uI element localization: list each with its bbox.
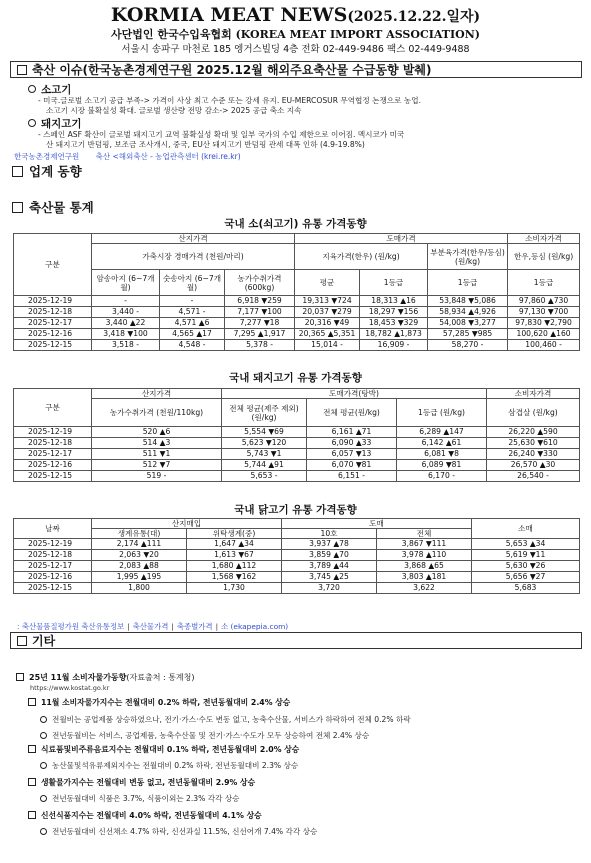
table-cell: 5,619 ▼11: [472, 550, 580, 561]
pork-text-line2: 산 돼지고기 반덤핑, 보조금 조사개시, 중국, EU산 돼지고기 반덤핑 관세 대폭 인하 (4.9-19.8%): [46, 140, 365, 149]
circle-bullet-icon: [40, 828, 47, 835]
table-cell: 100,460 -: [508, 340, 580, 351]
table-cell: -: [92, 296, 160, 307]
table-cell: 97,860 ▲730: [508, 296, 580, 307]
col-header: 소비자가격: [487, 389, 580, 399]
table-cell: 1,613 ▼67: [187, 550, 282, 561]
circle-bullet-icon: [40, 795, 47, 802]
table-cell: 6,070 ▼81: [307, 460, 397, 471]
table-cell: 5,653 -: [222, 471, 307, 482]
table-cell: 1,647 ▲34: [187, 539, 282, 550]
table-cell: 6,151 -: [307, 471, 397, 482]
table-row: [14, 329, 580, 340]
row-date-cell: 2025-12-18: [14, 550, 92, 561]
newsletter-title: KORMIA MEAT NEWS(2025.12.22.일자): [110, 4, 481, 26]
pork-price-table: [13, 388, 580, 482]
table-cell: 3,859 ▲70: [282, 550, 377, 561]
table-cell: 6,057 ▼13: [307, 449, 397, 460]
table-cell: 5,653 ▲34: [472, 539, 580, 550]
table-cell: 6,918 ▼259: [225, 296, 295, 307]
table-cell: 3,518 -: [92, 340, 160, 351]
beef-text-line1: - 미국.글로벌 소고기 공급 부족-> 가격이 사상 최고 수준 또는 강세 유지. EU-MERCOSUR 무역협정 논쟁으로 농업.: [38, 96, 421, 105]
col-header: 구분: [14, 389, 92, 427]
col-header: 산지매입: [92, 519, 282, 529]
col-header: 10호: [282, 529, 377, 539]
col-header: 전체 평균(원/kg): [307, 399, 397, 427]
table-cell: 514 ▲3: [92, 438, 222, 449]
table-row: [14, 583, 580, 594]
table-cell: 3,745 ▲25: [282, 572, 377, 583]
table-cell: 2,063 ▼20: [92, 550, 187, 561]
chicken-price-table: [13, 518, 580, 594]
cpi-item-1b: 전년동월비는 서비스, 공업제품, 농축수산물 및 전기·가스·수도가 모두 상승하여 전체 2.4% 상승: [40, 730, 369, 741]
col-header: 전체: [377, 529, 472, 539]
row-date-cell: 2025-12-18: [14, 438, 92, 449]
checkbox-square-icon: [12, 166, 23, 177]
checkbox-square-icon: [17, 636, 27, 646]
table-cell: 5,656 ▼27: [472, 572, 580, 583]
table-cell: 5,554 ▼69: [222, 427, 307, 438]
table-cell: 16,909 -: [360, 340, 428, 351]
table-cell: 19,313 ▼724: [295, 296, 360, 307]
table-cell: 519 -: [92, 471, 222, 482]
row-date-cell: 2025-12-17: [14, 318, 92, 329]
table-cell: 5,683: [472, 583, 580, 594]
table-row: [14, 471, 580, 482]
table-cell: 18,453 ▼329: [360, 318, 428, 329]
col-header: 암송아지 (6~7개월): [92, 270, 160, 296]
table-cell: 6,289 ▲147: [397, 427, 487, 438]
checkbox-square-icon: [28, 698, 36, 706]
section-etc: 기타: [10, 632, 582, 649]
section-livestock-issue: 축산 이슈(한국농촌경제연구원 2025.12월 해외주요축산물 수급동향 발췌): [10, 61, 582, 78]
circle-bullet-icon: [28, 85, 36, 93]
table-cell: 20,037 ▼279: [295, 307, 360, 318]
table-cell: 1,680 ▲112: [187, 561, 282, 572]
table-cell: 3,937 ▲78: [282, 539, 377, 550]
table-cell: 5,378 -: [225, 340, 295, 351]
table-row: [14, 307, 580, 318]
beef-price-table: [13, 233, 580, 351]
link-species-price[interactable]: 축종별가격: [176, 622, 213, 631]
row-date-cell: 2025-12-15: [14, 583, 92, 594]
table-cell: 53,848 ▼5,086: [428, 296, 508, 307]
row-date-cell: 2025-12-17: [14, 449, 92, 460]
table-row: [14, 550, 580, 561]
row-date-cell: 2025-12-19: [14, 296, 92, 307]
table-cell: 7,277 ▼18: [225, 318, 295, 329]
cpi-item-4: 신선식품지수는 전월대비 4.0% 하락, 전년동월대비 4.1% 상승: [28, 810, 262, 821]
stats-links: : 축산물품질평가원 축산유통정보 | 축산물가격 | 축종별가격 | 소 (ekapepia.com): [17, 622, 289, 631]
col-header: 농가수취가격 (600kg): [225, 270, 295, 296]
table-cell: 5,743 ▼1: [222, 449, 307, 460]
table-cell: 2,174 ▲111: [92, 539, 187, 550]
table-cell: 3,440 ▲22: [92, 318, 160, 329]
table-cell: 5,630 ▼26: [472, 561, 580, 572]
cpi-heading: 25년 11월 소비자물가동향(자료출처 : 통계청): [16, 672, 195, 683]
table-cell: 58,270 -: [428, 340, 508, 351]
table-cell: 54,008 ▼3,277: [428, 318, 508, 329]
col-header: 도매: [282, 519, 472, 529]
chicken-table-title: 국내 닭고기 유통 가격동향: [234, 504, 357, 516]
table-cell: 26,540 -: [487, 471, 580, 482]
table-cell: 3,622: [377, 583, 472, 594]
cpi-item-1: 11월 소비자물가지수는 전월대비 0.2% 하락, 전년동월대비 2.4% 상승: [28, 697, 290, 708]
table-cell: 26,570 ▲30: [487, 460, 580, 471]
table-cell: 100,620 ▲160: [508, 329, 580, 340]
table-row: [14, 340, 580, 351]
row-date-cell: 2025-12-17: [14, 561, 92, 572]
col-header: 소비자가격: [508, 234, 580, 244]
checkbox-square-icon: [28, 745, 36, 753]
association-name: 사단법인 한국수입육협회 (KOREA MEAT IMPORT ASSOCIATION): [111, 28, 480, 41]
table-cell: 7,177 ▼100: [225, 307, 295, 318]
table-cell: 3,418 ▼100: [92, 329, 160, 340]
source-org-link[interactable]: 한국농촌경제연구원: [14, 152, 80, 161]
col-header: 산지가격: [92, 389, 222, 399]
table-row: [14, 296, 580, 307]
col-header: 생계유통(대): [92, 529, 187, 539]
table-cell: 7,295 ▲1,917: [225, 329, 295, 340]
table-cell: 512 ▼7: [92, 460, 222, 471]
circle-bullet-icon: [40, 732, 47, 739]
col-header: 평균: [295, 270, 360, 296]
cpi-item-3a: 전년동월대비 식품은 3.7%, 식품이외는 2.3% 각각 상승: [40, 793, 240, 804]
checkbox-square-icon: [17, 65, 27, 75]
table-cell: 6,089 ▼81: [397, 460, 487, 471]
col-header: 지육가격(한우) (원/kg): [295, 244, 428, 270]
table-cell: 15,014 -: [295, 340, 360, 351]
pork-text-line1: - 스페인 ASF 확산이 글로벌 돼지고기 교역 불확실성 확대 및 일부 국가의 수입 제한으로 이어짐. 멕시코가 미국: [38, 130, 405, 139]
table-cell: 1,568 ▼162: [187, 572, 282, 583]
col-header: 숫송아지 (6~7개월): [160, 270, 225, 296]
col-header: 소매: [472, 519, 580, 539]
table-cell: 4,571 ▲6: [160, 318, 225, 329]
cpi-item-1a: 전월비는 공업제품 상승하였으나, 전기·가스·수도 변동 없고, 농축수산물, 서비스가 하락하여 전체 0.2% 하락: [40, 714, 411, 725]
table-cell: 20,365 ▲5,351: [295, 329, 360, 340]
row-date-cell: 2025-12-19: [14, 427, 92, 438]
circle-bullet-icon: [40, 762, 47, 769]
table-cell: 18,782 ▲1,873: [360, 329, 428, 340]
section-livestock-stats: 축산물 통계: [12, 198, 94, 216]
table-cell: 1,730: [187, 583, 282, 594]
beef-heading: 소고기: [28, 82, 71, 97]
col-header: 1등급: [428, 270, 508, 296]
col-header: 위탁생계(중): [187, 529, 282, 539]
pork-table-title: 국내 돼지고기 유통 가격동향: [229, 372, 362, 384]
table-cell: 97,830 ▼2,790: [508, 318, 580, 329]
col-header: 삼겹살 (원/kg): [487, 399, 580, 427]
table-cell: 18,297 ▼156: [360, 307, 428, 318]
row-date-cell: 2025-12-16: [14, 572, 92, 583]
table-row: [14, 561, 580, 572]
table-cell: 57,285 ▼985: [428, 329, 508, 340]
table-cell: 1,800: [92, 583, 187, 594]
table-cell: 3,789 ▲44: [282, 561, 377, 572]
table-cell: 6,170 -: [397, 471, 487, 482]
table-cell: 3,720: [282, 583, 377, 594]
checkbox-square-icon: [12, 202, 23, 213]
row-date-cell: 2025-12-19: [14, 539, 92, 550]
table-row: [14, 318, 580, 329]
table-cell: 6,090 ▲33: [307, 438, 397, 449]
source-krei-link[interactable]: 축산 <해외축산 - 농업관측센터 (krei.re.kr): [95, 152, 241, 161]
row-date-cell: 2025-12-16: [14, 460, 92, 471]
table-cell: 520 ▲6: [92, 427, 222, 438]
col-header: 구분: [14, 234, 92, 296]
section-industry-trends: 업계 동향: [12, 162, 82, 180]
link-ekape-info[interactable]: : 축산물품질평가원 축산유통정보: [17, 622, 125, 631]
row-date-cell: 2025-12-16: [14, 329, 92, 340]
table-cell: 58,934 ▲4,926: [428, 307, 508, 318]
cpi-item-3: 생활물가지수는 전월대비 변동 없고, 전년동월대비 2.9% 상승: [28, 777, 255, 788]
table-row: [14, 572, 580, 583]
table-cell: 26,240 ▼330: [487, 449, 580, 460]
table-cell: 2,083 ▲88: [92, 561, 187, 572]
table-cell: 3,440 -: [92, 307, 160, 318]
link-livestock-price[interactable]: 축산물가격: [132, 622, 169, 631]
row-date-cell: 2025-12-15: [14, 340, 92, 351]
row-date-cell: 2025-12-18: [14, 307, 92, 318]
table-row: [14, 460, 580, 471]
pork-heading: 돼지고기: [28, 116, 82, 131]
table-cell: 26,220 ▲590: [487, 427, 580, 438]
cpi-item-4a: 전년동월대비 신선채소 4.7% 하락, 신선과실 11.5%, 신선어개 7.4% 각각 상승: [40, 826, 317, 837]
circle-bullet-icon: [40, 716, 47, 723]
table-cell: -: [160, 296, 225, 307]
checkbox-square-icon: [28, 778, 36, 786]
table-cell: 18,313 ▲16: [360, 296, 428, 307]
col-header: 1등급: [508, 270, 580, 296]
cpi-item-2: 식료품및비주류음료지수는 전월대비 0.1% 하락, 전년동월대비 2.0% 상승: [28, 744, 299, 755]
beef-table-title: 국내 소(쇠고기) 유통 가격동향: [224, 218, 367, 230]
col-header: 가축시장 경매가격 (천원/마리): [92, 244, 295, 270]
table-cell: 3,868 ▲65: [377, 561, 472, 572]
col-header: 농가수취가격 (천원/110kg): [92, 399, 222, 427]
beef-text-line2: 소고기 시장 불확실성 확대. 글로벌 생산량 전망 감소-> 2025 공급 축소 지속: [46, 106, 302, 115]
source-links: [14, 151, 255, 162]
col-header: 도매가격(탕박): [222, 389, 487, 399]
checkbox-square-icon: [16, 673, 24, 681]
table-cell: 5,744 ▲91: [222, 460, 307, 471]
table-cell: 511 ▼1: [92, 449, 222, 460]
kostat-url[interactable]: https://www.kostat.go.kr: [30, 684, 110, 692]
table-cell: 4,565 ▲17: [160, 329, 225, 340]
table-cell: 3,867 ▼111: [377, 539, 472, 550]
col-header: 한우,등심 (원/kg): [508, 244, 580, 270]
table-row: [14, 539, 580, 550]
col-header: 1등급 (원/kg): [397, 399, 487, 427]
row-date-cell: 2025-12-15: [14, 471, 92, 482]
table-row: [14, 438, 580, 449]
col-header: 도매가격: [295, 234, 508, 244]
table-cell: 1,995 ▲195: [92, 572, 187, 583]
link-cattle-ekapepia[interactable]: 소 (ekapepia.com): [221, 622, 289, 631]
circle-bullet-icon: [28, 119, 36, 127]
table-cell: 97,130 ▼700: [508, 307, 580, 318]
association-address: 서울시 송파구 마천로 185 엥거스빌딩 4층 전화 02-449-9486 팩스 02-449-9488: [121, 44, 470, 55]
cpi-item-2a: 농산물및석유류제외지수는 전월대비 0.2% 하락, 전년동월대비 2.3% 상승: [40, 760, 298, 771]
col-header: 전체 평균(제주 제외) (원/kg): [222, 399, 307, 427]
table-cell: 4,571 -: [160, 307, 225, 318]
col-header: 날짜: [14, 519, 92, 539]
table-cell: 6,142 ▲61: [397, 438, 487, 449]
col-header: 1등급: [360, 270, 428, 296]
table-row: [14, 449, 580, 460]
table-cell: 3,803 ▲181: [377, 572, 472, 583]
checkbox-square-icon: [28, 811, 36, 819]
table-cell: 6,161 ▲71: [307, 427, 397, 438]
table-cell: 3,978 ▲110: [377, 550, 472, 561]
col-header: 부분육가격(한우/등심)(원/kg): [428, 244, 508, 270]
table-cell: 25,630 ▼610: [487, 438, 580, 449]
table-cell: 20,316 ▼49: [295, 318, 360, 329]
table-cell: 5,623 ▼120: [222, 438, 307, 449]
table-cell: 6,081 ▼8: [397, 449, 487, 460]
table-row: [14, 427, 580, 438]
col-header: 산지가격: [92, 234, 295, 244]
table-cell: 4,548 -: [160, 340, 225, 351]
